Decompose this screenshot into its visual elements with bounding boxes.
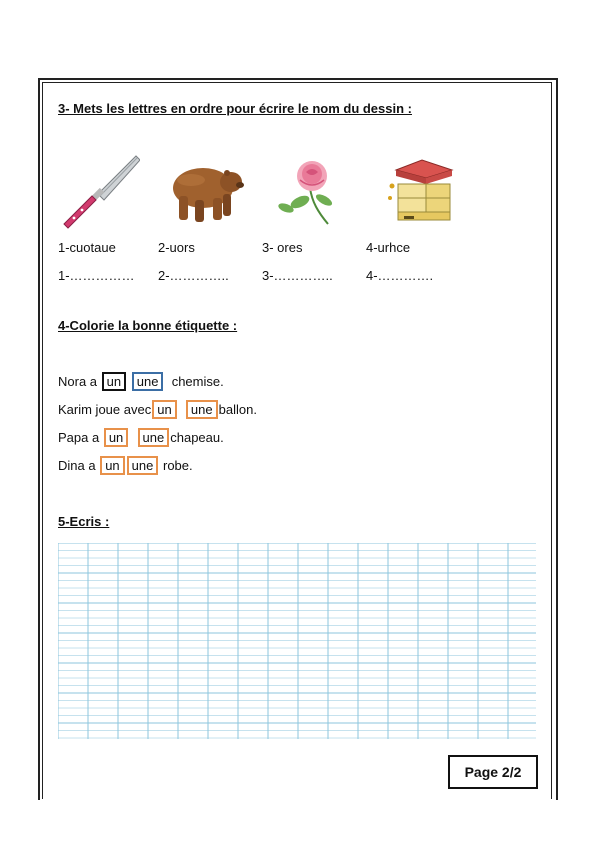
beehive-illustration [382,150,462,230]
label-une[interactable]: une [127,456,159,475]
exercise4-title: 4-Colorie la bonne étiquette : [58,318,238,333]
answer-blank-1[interactable]: 1-…………… [58,268,135,283]
answer-blank-2[interactable]: 2-………….. [158,268,229,283]
sentence-end: chapeau. [170,430,224,445]
sentence-start: Karim joue avec [58,402,152,417]
sentence-start: Papa a [58,430,100,445]
label-une[interactable]: une [186,400,218,419]
sentence-line-1 [58,372,224,391]
label-une[interactable]: une [138,428,170,447]
sentence-line-2 [58,400,257,419]
sentence-end: ballon. [218,402,257,417]
sentence-end: robe. [163,458,193,473]
sentence-start: Nora a [58,374,98,389]
rose-illustration [270,150,350,230]
sentence-line-3 [58,428,224,447]
answer-blank-4[interactable]: 4-…………. [366,268,434,283]
label-un[interactable]: un [152,400,176,419]
knife-illustration [60,150,140,230]
sentence-start: Dina a [58,458,96,473]
sentence-end: chemise. [171,374,224,389]
scrambled-word-1: 1-cuotaue [58,240,116,255]
label-un[interactable]: un [104,428,128,447]
scrambled-word-3: 3- ores [262,240,303,255]
exercise3-title: 3- Mets les lettres en ordre pour écrire le nom du dessin : [58,101,412,116]
label-un[interactable]: un [100,456,124,475]
sentence-line-4 [58,456,193,475]
label-une[interactable]: une [132,372,164,391]
label-un[interactable]: un [102,372,126,391]
page-number: Page 2/2 [448,755,538,789]
answer-blank-3[interactable]: 3-………….. [262,268,333,283]
scrambled-word-2: 2-uors [158,240,195,255]
handwriting-grid[interactable] [58,543,536,739]
scrambled-word-4: 4-urhce [366,240,411,255]
bear-illustration [165,150,245,230]
exercise5-title: 5-Ecris : [58,514,110,529]
